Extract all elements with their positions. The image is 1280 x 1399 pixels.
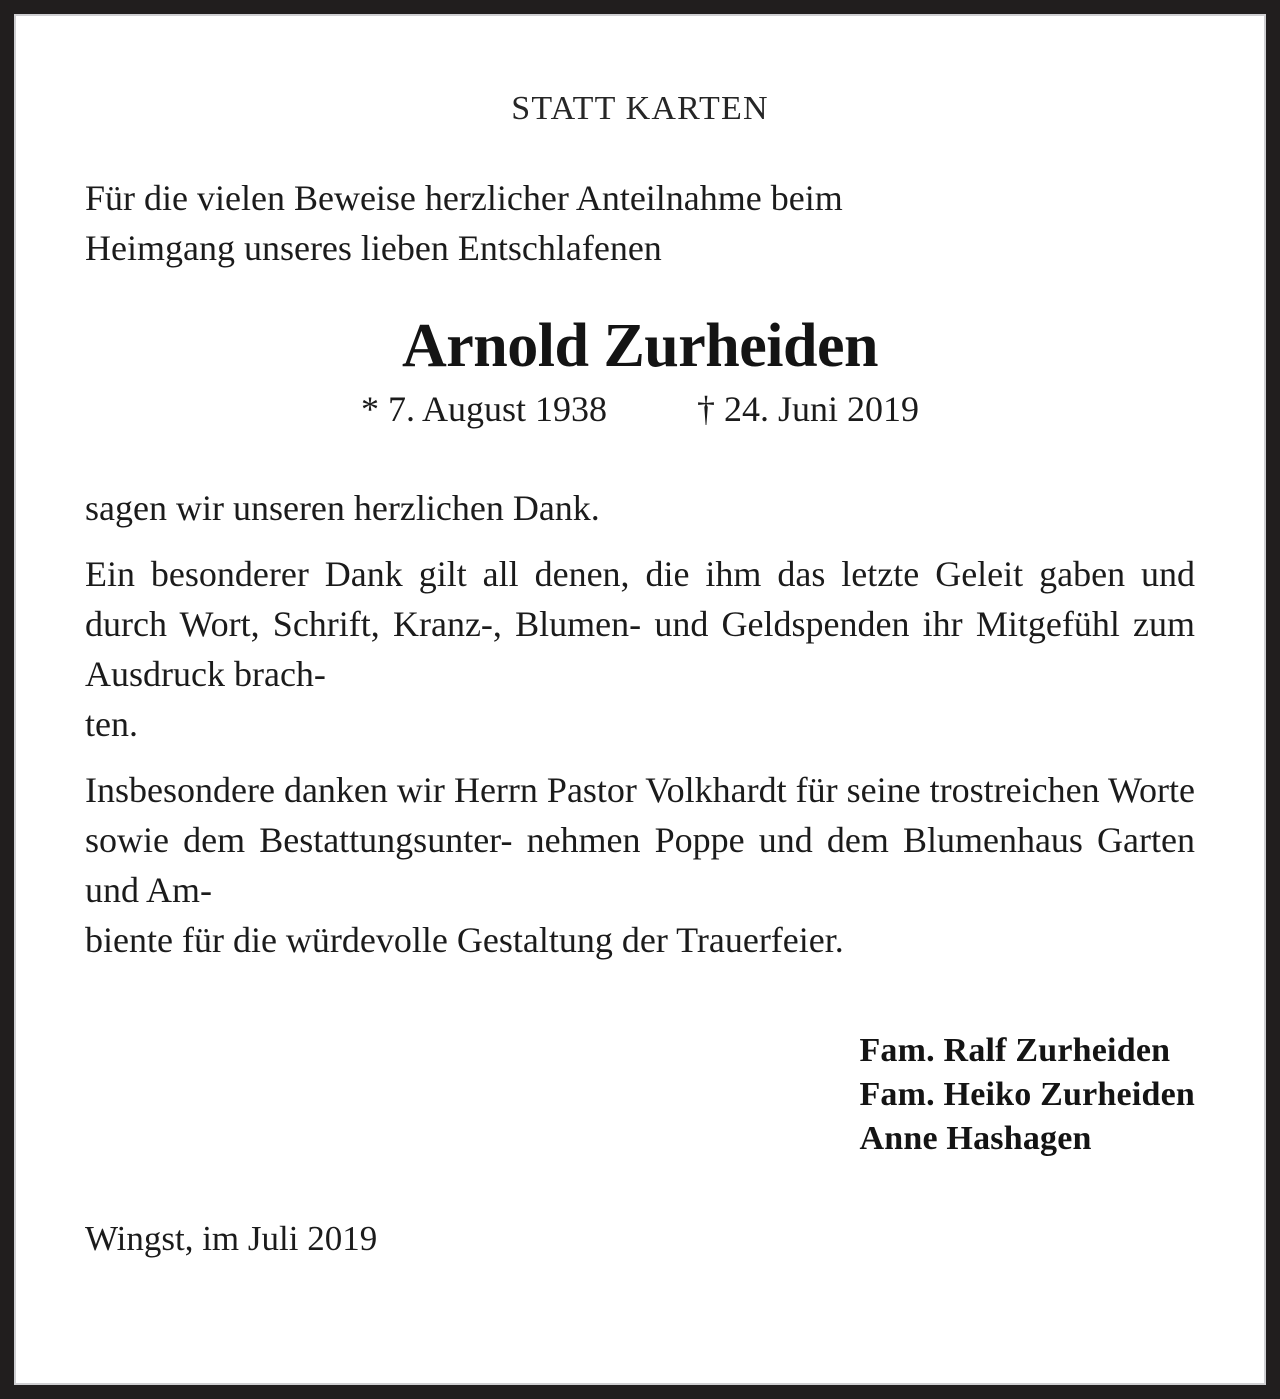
thanks-line: sagen wir unseren herzlichen Dank. bbox=[85, 488, 600, 528]
p3-line-4: biente für die würdevolle Gestaltung der Trauerfeier. bbox=[85, 920, 844, 960]
p2-line-4: ten. bbox=[85, 704, 138, 744]
place-and-date: Wingst, im Juli 2019 bbox=[85, 1219, 378, 1258]
p3-line-1: Insbesondere danken wir Herrn Pastor Volkhardt für bbox=[85, 770, 838, 810]
life-dates bbox=[85, 379, 1195, 431]
p2-line-2: Geleit gaben und durch Wort, Schrift, Kranz-, Blumen- bbox=[85, 554, 1196, 644]
signature-line: Fam. Heiko Zurheiden bbox=[859, 1076, 1195, 1113]
paragraph-pastor-thanks bbox=[85, 749, 1195, 965]
notice-content bbox=[85, 16, 1195, 1383]
intro-line-2: Heimgang unseres lieben Entschlafenen bbox=[85, 228, 662, 268]
cross-symbol-icon: † bbox=[697, 389, 715, 429]
signature-line: Anne Hashagen bbox=[859, 1120, 1092, 1157]
birth-symbol-icon: * bbox=[360, 389, 379, 429]
deceased-name: Arnold Zurheiden bbox=[401, 312, 879, 380]
deceased-block bbox=[85, 273, 1195, 431]
signature-block bbox=[85, 965, 1195, 1161]
signature-line: Fam. Ralf Zurheiden bbox=[859, 1032, 1171, 1069]
p3-line-3: nehmen Poppe und dem Blumenhaus Garten und Am- bbox=[85, 820, 1196, 910]
intro-paragraph bbox=[85, 126, 1195, 273]
p2-line-3: und Geldspenden ihr Mitgefühl zum Ausdruck brach- bbox=[85, 604, 1196, 694]
p3-line-2: seine trostreichen Worte sowie dem Bestattungsunter- bbox=[85, 770, 1196, 860]
intro-line-1: Für die vielen Beweise herzlicher Anteilnahme beim bbox=[85, 178, 843, 218]
p2-line-1: Ein besonderer Dank gilt all denen, die ihm das letzte bbox=[85, 554, 920, 594]
death-date: 24. Juni 2019 bbox=[724, 389, 920, 429]
signature-list bbox=[859, 1029, 1195, 1161]
notice-heading: STATT KARTEN bbox=[511, 90, 769, 127]
notice-card bbox=[14, 14, 1266, 1385]
birth-date: 7. August 1938 bbox=[387, 389, 607, 429]
paragraph-special-thanks bbox=[85, 533, 1195, 749]
